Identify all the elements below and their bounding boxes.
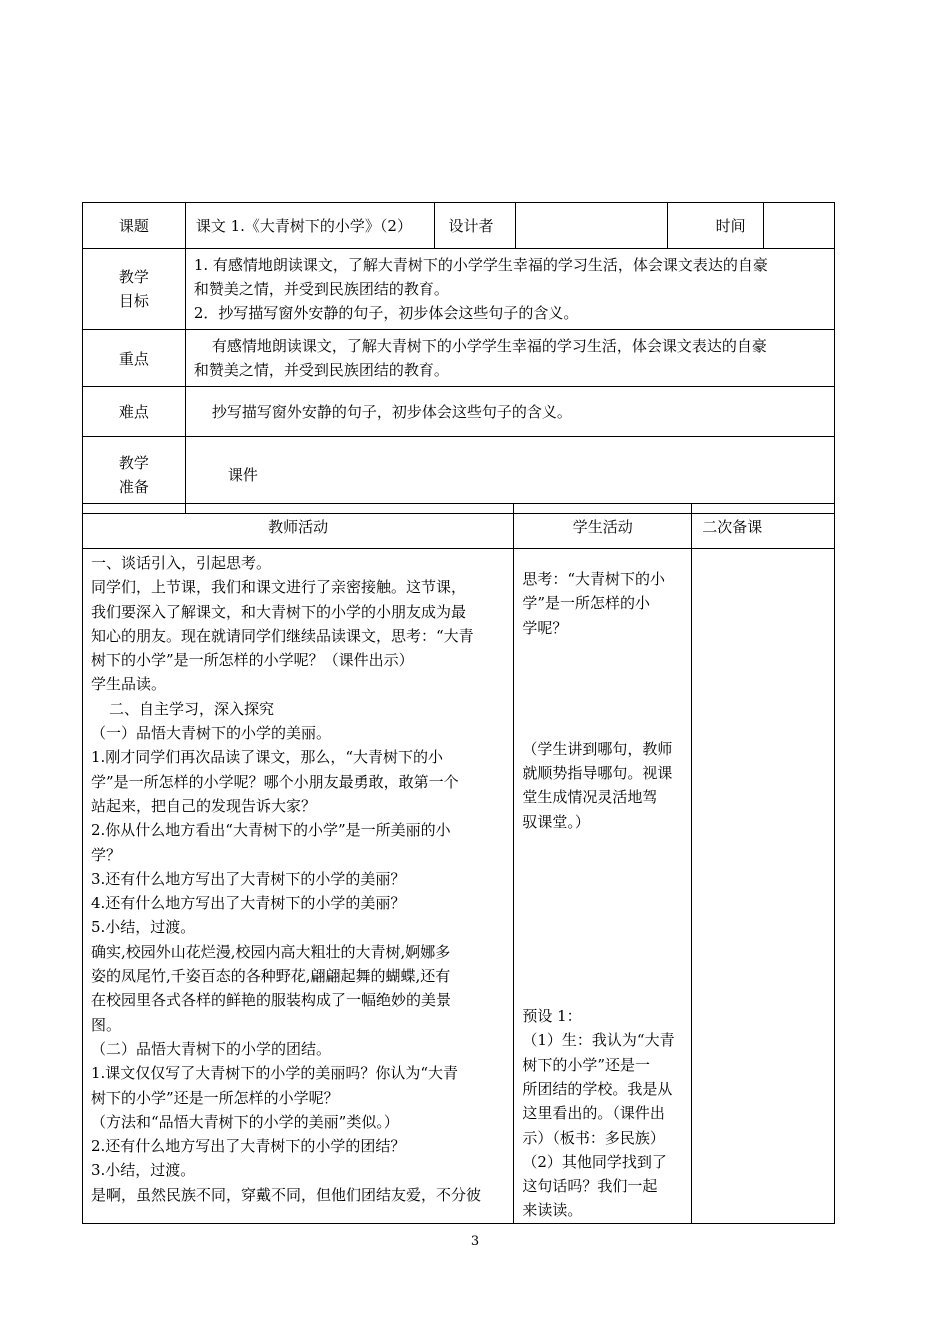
preparation-row [83, 437, 835, 514]
difficulty-text: 抄写描写窗外安静的句子，初步体会这些句子的含义。 [185, 387, 834, 437]
teacher-line: 5.小结，过渡。 [91, 918, 196, 937]
key-point-row [83, 330, 835, 387]
time-label: 时间 [668, 203, 764, 249]
teacher-line: 学生品读。 [91, 675, 167, 694]
teacher-line: 确实,校园外山花烂漫,校园内高大粗壮的大青树,婀娜多 [91, 942, 451, 961]
student-line: （1）生：我认为“大青 [522, 1031, 675, 1050]
teacher-line: 一、谈话引入，引起思考。 [91, 554, 272, 572]
student-line: 所团结的学校。我是从 [522, 1079, 673, 1098]
preparation-label-line-2: 准备 [118, 478, 149, 496]
goals-line: 1. 有感情地朗读课文，了解大青树下的小学学生幸福的学习生活，体会课文表达的自豪 [193, 256, 768, 274]
teacher-line: 二、自主学习，深入探究 [109, 699, 275, 718]
student-line: 思考：“大青树下的小 [522, 570, 666, 588]
student-activity-header: 学生活动 [514, 504, 692, 549]
student-line: 这里看出的。（课件出 [522, 1104, 665, 1123]
student-line: 来读读。 [522, 1201, 583, 1220]
activity-table [82, 503, 835, 1224]
student-block-guidance [522, 737, 683, 834]
teacher-line: 我们要深入了解课文，和大青树下的小学的小朋友成为最 [91, 602, 467, 621]
student-line: 这句话吗？我们一起 [522, 1177, 658, 1196]
teacher-line: 4.还有什么地方写出了大青树下的小学的美丽？ [91, 894, 406, 913]
key-point-line: 有感情地朗读课文，了解大青树下的小学学生幸福的学习生活，体会课文表达的自豪 [211, 337, 767, 355]
topic-row [83, 203, 835, 249]
lesson-info-table [82, 202, 835, 514]
difficulty-row [83, 387, 835, 437]
goals-label-line-1: 教学 [118, 268, 149, 286]
goals-label [83, 249, 186, 330]
teacher-line: 同学们，上节课，我们和课文进行了亲密接触。这节课， [91, 578, 467, 597]
student-line: 示）（板书：多民族） [522, 1128, 665, 1147]
goals-line: 2．抄写描写窗外安静的句子，初步体会这些句子的含义。 [193, 304, 579, 322]
teacher-line: 知心的朋友。现在就请同学们继续品读课文，思考：“大青 [91, 626, 474, 645]
student-line: 驭课堂。） [522, 812, 590, 831]
activity-body-row [83, 549, 835, 1224]
preparation-label-line-1: 教学 [118, 454, 149, 472]
page-number: 3 [470, 1234, 480, 1249]
teacher-activity-lines [91, 551, 507, 1207]
key-point-line: 和赞美之情，并受到民族团结的教育。 [193, 361, 449, 379]
preparation-label [83, 437, 186, 514]
student-block-thinking [522, 567, 683, 640]
student-line: 堂生成情况灵活地驾 [522, 788, 658, 807]
preparation-text: 课件 [185, 437, 834, 514]
student-line: （2）其他同学找到了 [522, 1152, 667, 1171]
student-activity-content [514, 549, 692, 1224]
key-point-label: 重点 [83, 330, 186, 387]
teacher-line: 图。 [91, 1015, 122, 1034]
teacher-activity-content [83, 549, 514, 1224]
teacher-line: 树下的小学”是一所怎样的小学呢？（课件出示） [91, 651, 414, 670]
designer-label: 设计者 [434, 203, 516, 249]
student-line: 学”是一所怎样的小 [522, 594, 651, 613]
teacher-line: 2.还有什么地方写出了大青树下的小学的团结？ [91, 1137, 406, 1156]
time-value [764, 203, 835, 249]
goals-text [185, 249, 834, 330]
goals-row [83, 249, 835, 330]
teacher-line: 姿的凤尾竹,千姿百态的各种野花,翩翩起舞的蝴蝶,还有 [91, 967, 451, 986]
teacher-line: 树下的小学”还是一所怎样的小学呢？ [91, 1088, 339, 1107]
key-point-text [185, 330, 834, 387]
goals-label-line-2: 目标 [118, 292, 149, 310]
teacher-line: 3.小结，过渡。 [91, 1161, 196, 1180]
teacher-line: 1.课文仅仅写了大青树下的小学的美丽吗？你认为“大青 [91, 1064, 458, 1083]
goals-line: 和赞美之情，并受到民族团结的教育。 [193, 280, 449, 298]
teacher-line: 3.还有什么地方写出了大青树下的小学的美丽？ [91, 869, 406, 888]
student-line: 树下的小学”还是一 [522, 1055, 651, 1074]
teacher-activity-header: 教师活动 [83, 504, 514, 549]
activity-header-row [83, 504, 835, 549]
topic-label: 课题 [83, 203, 186, 249]
teacher-line: （一）品悟大青树下的小学的美丽。 [91, 724, 332, 743]
student-line: 学呢？ [522, 618, 568, 637]
teacher-line: （二）品悟大青树下的小学的团结。 [91, 1039, 332, 1058]
teacher-line: 学？ [91, 845, 122, 864]
teacher-line: 是啊，虽然民族不同，穿戴不同，但他们团结友爱，不分彼 [91, 1185, 482, 1204]
student-line: 预设 1： [522, 1007, 582, 1026]
teacher-line: 1.刚才同学们再次品读了课文，那么，“大青树下的小 [91, 748, 443, 767]
second-prep-content [692, 549, 835, 1224]
teacher-line: 2.你从什么地方看出“大青树下的小学”是一所美丽的小 [91, 821, 451, 840]
student-block-preset [522, 1004, 683, 1223]
teacher-line: （方法和“品悟大青树下的小学的美丽”类似。） [91, 1112, 399, 1131]
student-line: （学生讲到哪句，教师 [522, 739, 673, 758]
second-prep-header: 二次备课 [692, 504, 835, 549]
teacher-line: 学”是一所怎样的小学呢？哪个小朋友最勇敢，敢第一个 [91, 772, 459, 791]
designer-value [516, 203, 668, 249]
teacher-line: 站起来，把自己的发现告诉大家？ [91, 796, 317, 815]
difficulty-label: 难点 [83, 387, 186, 437]
teacher-line: 在校园里各式各样的鲜艳的服装构成了一幅绝妙的美景 [91, 991, 452, 1010]
student-line: 就顺势指导哪句。视课 [522, 764, 673, 783]
topic-value: 课文 1.《大青树下的小学》（2） [185, 203, 434, 249]
